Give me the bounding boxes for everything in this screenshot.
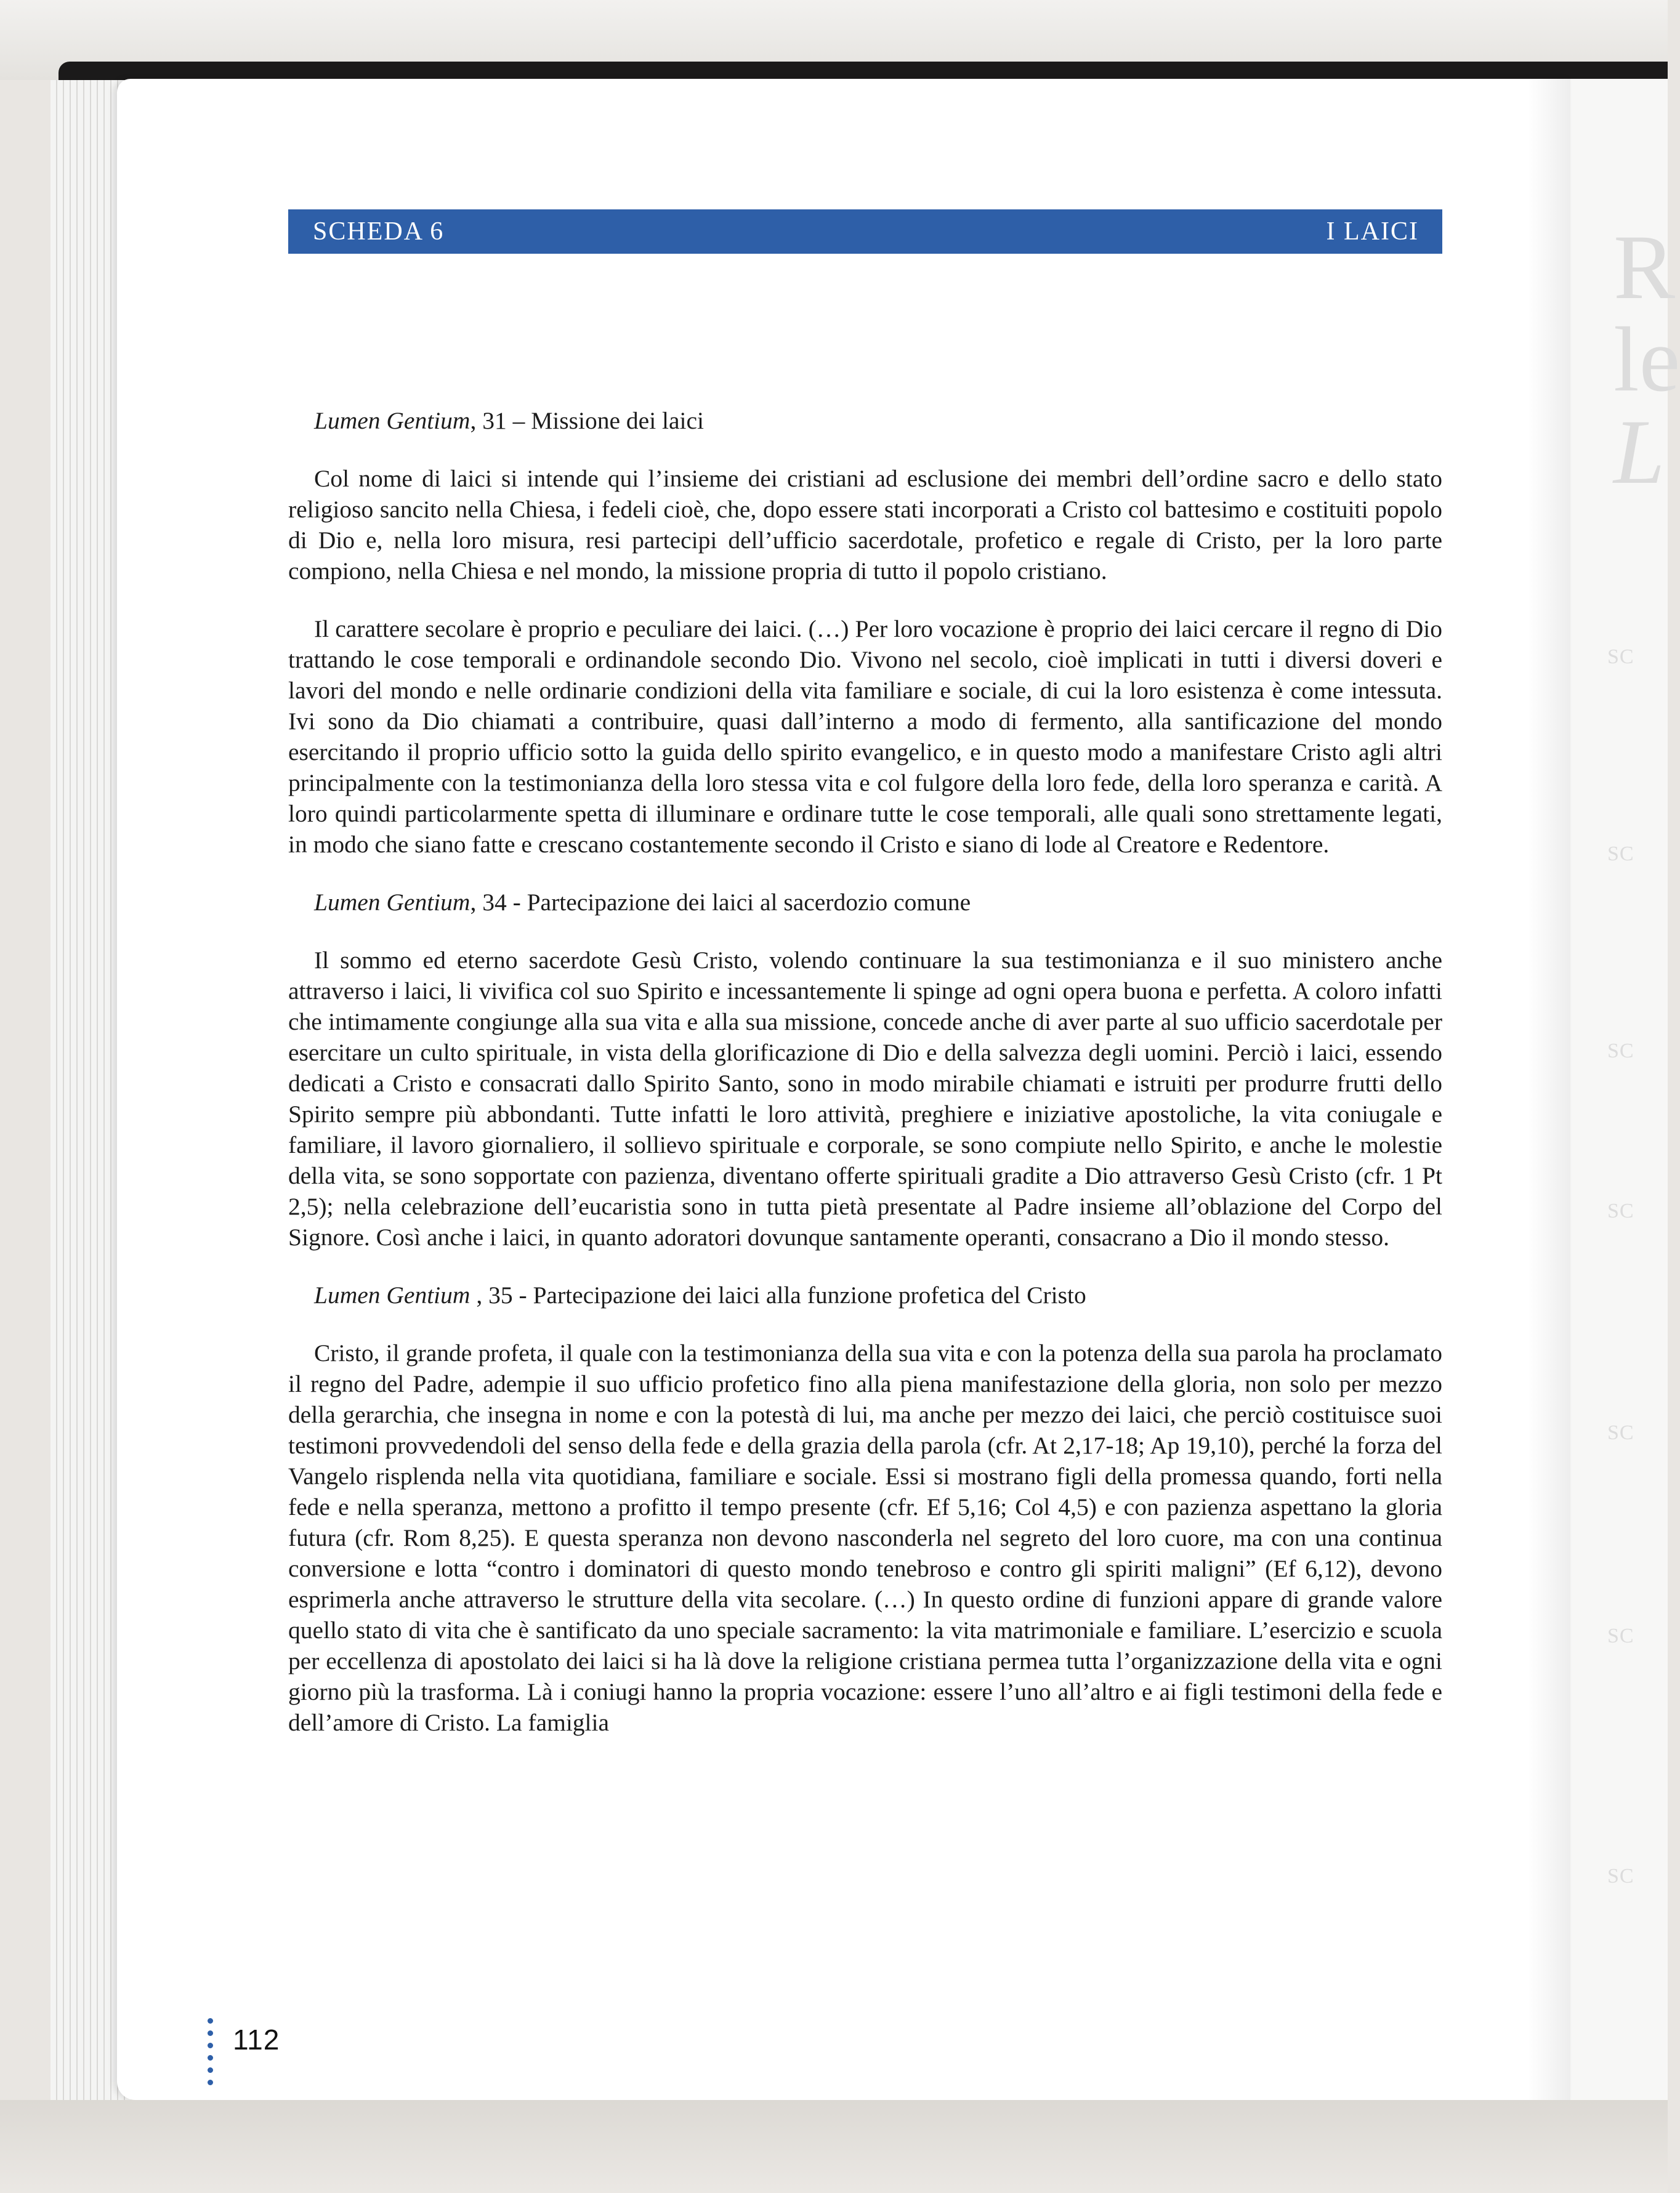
heading-document-title: Lumen Gentium — [314, 407, 470, 434]
header-topic-label: I LAICI — [1326, 217, 1419, 246]
heading-document-title: Lumen Gentium — [314, 1282, 470, 1309]
paragraph: Il sommo ed eterno sacerdote Gesù Cristo, volendo continuare la sua testimonianza e il suo ministero anche attraverso i laici, li vivifica col suo Spirito e incessantemente li spinge ad ogni opera buona e perfetta. A coloro infatti che intimamente congiunge alla sua vita e alla sua missione, concede anche di aver parte al suo ufficio sacerdotale per esercitare un culto spirituale, in vista della glorificazione di Dio e della salvezza degli uomini. Perciò i laici, essendo dedicati a Cristo e consacrati dallo Spirito Santo, sono in modo mirabile chiamati e istruiti per produrre frutti dello Spirito sempre più abbondanti. Tutte infatti le loro attività, preghiere e iniziative apostoliche, la vita coniugale e familiare, il lavoro giornaliero, il sollievo spirituale e corporale, se sono compiute nello Spirito, e anche le molestie della vita, se sono sopportate con pazienza, diventano offerte spirituali gradite a Dio attraverso Gesù Cristo (cfr. 1 Pt 2,5); nella celebrazione dell’eucaristia sono in tutta pietà presentate al Padre insieme all’oblazione del Corpo del Signore. Così anche i laici, in quanto adoratori dovunque santamente operanti, consacrano a Dio il mondo stesso. — [288, 947, 1442, 1251]
facing-page-letter: R — [1613, 216, 1676, 318]
page-body — [288, 405, 1442, 1765]
header-scheda-label: SCHEDA 6 — [313, 217, 445, 246]
page-gutter-shadow — [1527, 79, 1570, 2100]
heading-document-title: Lumen Gentium — [314, 889, 470, 916]
section-heading — [314, 887, 1442, 918]
page-number-dots-decoration — [208, 2018, 215, 2092]
facing-page-label: SC — [1607, 1865, 1634, 1888]
paragraph: Il carattere secolare è proprio e peculiare dei laici. (…) Per loro vocazione è proprio dei laici cercare il regno di Dio trattando le cose temporali e ordinandole secondo Dio. Vivono nel secolo, cioè implicati in tutti i diversi doveri e lavori del mondo e nelle ordinarie condizioni della vita familiare e sociale, di cui la loro esistenza è come intessuta. Ivi sono da Dio chiamati a contribuire, quasi dall’interno a modo di fermento, alla santificazione del mondo esercitando il proprio ufficio sotto la guida dello spirito evangelico, e in questo modo a manifestare Cristo agli altri principalmente con la testimonianza della loro stessa vita e col fulgore della loro fede, della loro speranza e carità. A loro quindi particolarmente spetta di illuminare e ordinare tutte le cose temporali, alle quali sono strettamente legati, in modo che siano fatte e crescano costantemente secondo il Cristo e siano di lode al Creatore e Redentore. — [288, 615, 1442, 858]
facing-page-label: SC — [1607, 645, 1634, 668]
section-heading — [314, 1280, 1442, 1311]
paragraph: Cristo, il grande profeta, il quale con la testimonianza della sua vita e con la potenza della sua parola ha proclamato il regno del Padre, adempie il suo ufficio profetico fino alla piena manifestazione della gloria, non solo per mezzo della gerarchia, che insegna in nome e con la potestà di lui, ma anche per mezzo dei laici, che perciò costituisce suoi testimoni provvedendoli del senso della fede e della grazia della parola (cfr. At 2,17-18; Ap 19,10), perché la forza del Vangelo risplenda nella vita quotidiana, familiare e sociale. Essi si mostrano figli della promessa quando, forti nella fede e nella speranza, mettono a profitto il tempo presente (cfr. Ef 5,16; Col 4,5) e con pazienza aspettano la gloria futura (cfr. Rom 8,25). E questa speranza non devono nasconderla nel segreto del loro cuore, ma con una continua conversione e lotta “contro i dominatori di questo mondo tenebroso e contro gli spiriti maligni” (Ef 6,12), devono esprimerla anche attraverso le strutture della vita secolare. (…) In questo ordine di funzioni appare di grande valore quello stato di vita che è santificato da uno speciale sacramento: la vita matrimoniale e familiare. L’esercizio e scuola per eccellenza di apostolato dei laici si ha là dove la religione cristiana permea tutta l’organizzazione della vita e ogni giorno più la trasforma. Là i coniugi hanno la propria vocazione: essere l’uno all’altro e ai figli testimoni della fede e dell’amore di Cristo. La famiglia — [288, 1339, 1442, 1736]
dot — [208, 2067, 213, 2073]
facing-page-label: SC — [1607, 1625, 1634, 1647]
dot — [208, 2055, 213, 2061]
dot — [208, 2030, 213, 2036]
facing-page-letter: L — [1613, 401, 1665, 503]
dot — [208, 2043, 213, 2048]
paragraph: Col nome di laici si intende qui l’insieme dei cristiani ad esclusione dei membri dell’ordine sacro e dello stato religioso sancito nella Chiesa, i fedeli cioè, che, dopo essere stati incorporati a Cristo col battesimo e costituiti popolo di Dio e, nella loro misura, resi partecipi dell’ufficio sacerdotale, profetico e regale di Cristo, per la loro parte compiono, nella Chiesa e nel mondo, la missione propria di tutto il popolo cristiano. — [288, 465, 1442, 584]
section-heading — [314, 405, 1442, 436]
page-number: 112 — [233, 2024, 280, 2056]
facing-page-label: SC — [1607, 1040, 1634, 1062]
facing-page-label: SC — [1607, 1421, 1634, 1444]
facing-page-letter: le — [1613, 309, 1680, 411]
facing-page-label: SC — [1607, 1200, 1634, 1222]
dot — [208, 2018, 213, 2024]
heading-subtitle: , 35 - Partecipazione dei laici alla funzione profetica del Cristo — [470, 1282, 1086, 1309]
heading-subtitle: , 34 - Partecipazione dei laici al sacerdozio comune — [470, 889, 971, 916]
scan-background-bottom — [0, 2100, 1668, 2193]
dot — [208, 2080, 213, 2085]
facing-page — [1570, 79, 1680, 2100]
section-header-bar — [288, 209, 1442, 254]
heading-subtitle: , 31 – Missione dei laici — [470, 407, 705, 434]
facing-page-label: SC — [1607, 842, 1634, 865]
